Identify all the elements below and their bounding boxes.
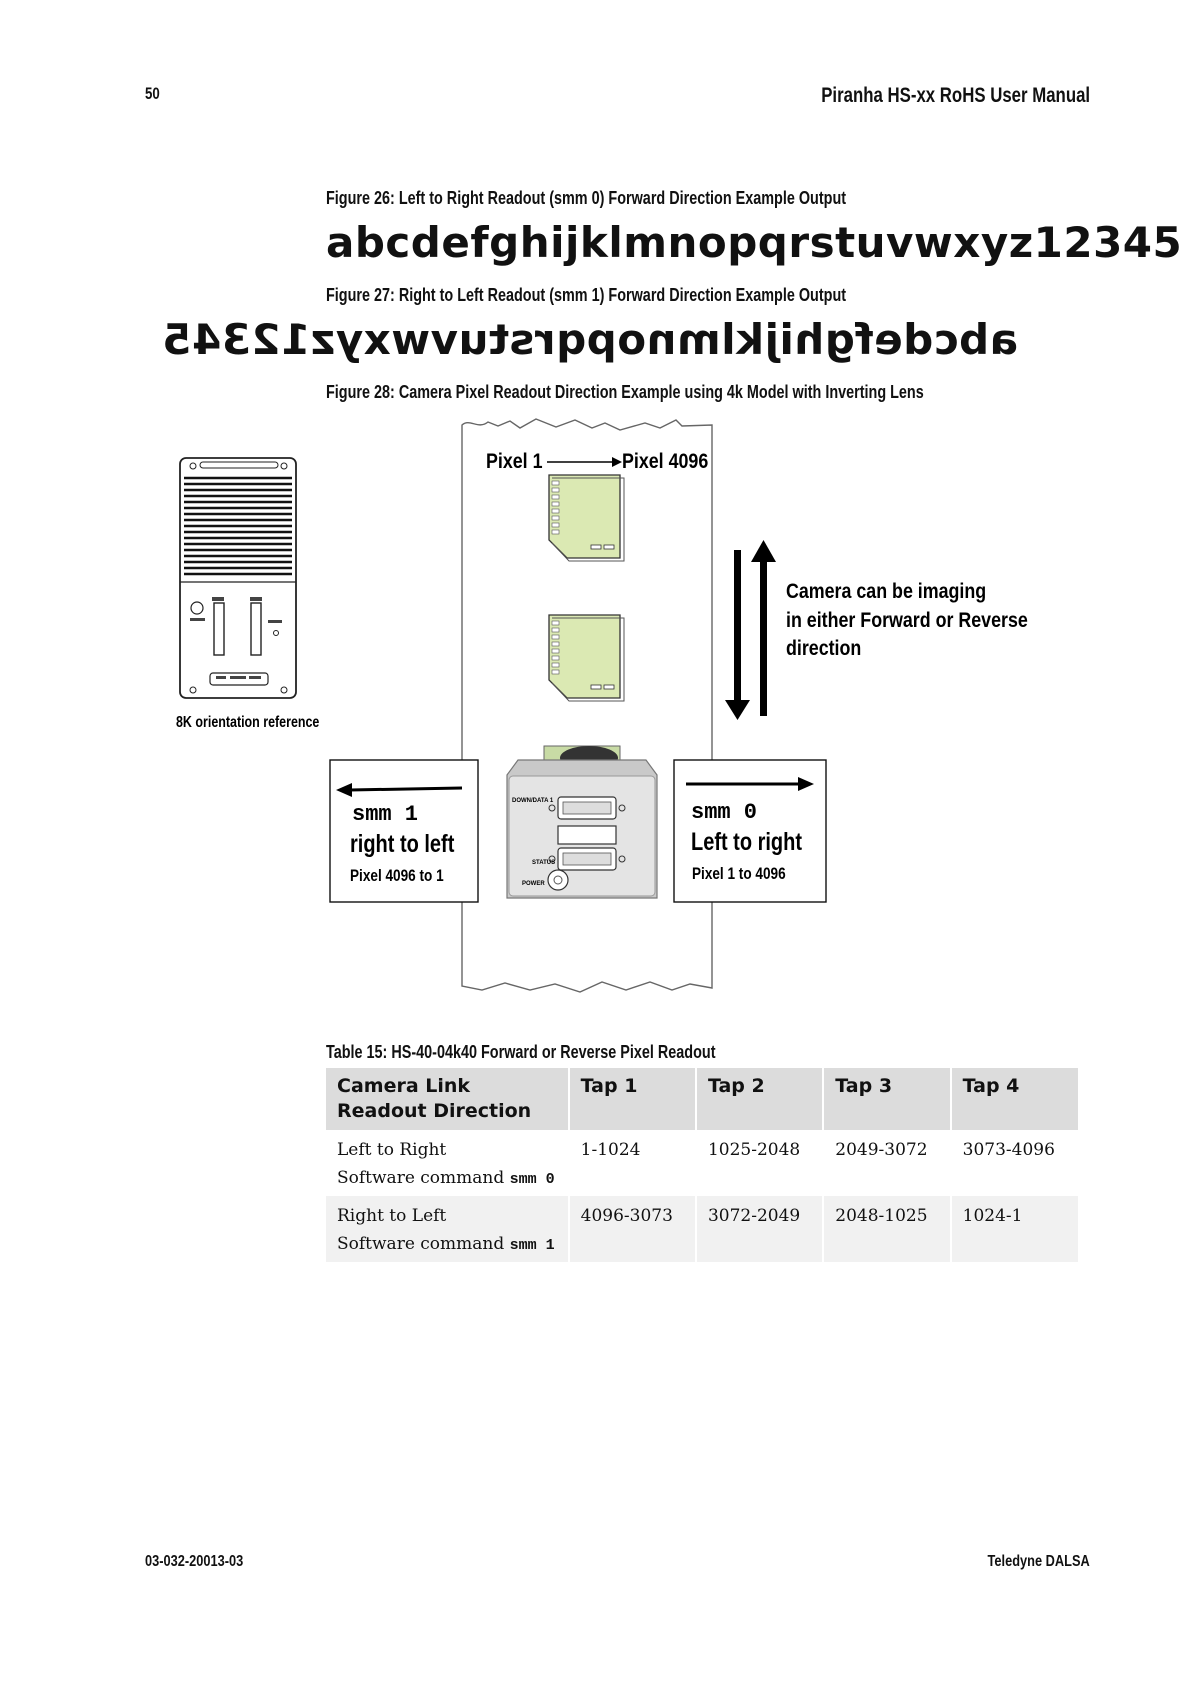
sensor-card-middle	[549, 615, 624, 701]
tap-2-range: 1025-2048	[696, 1130, 823, 1196]
row-command-line	[337, 1230, 557, 1260]
readout-table	[326, 1068, 1078, 1262]
figure-27-mirrored-sample-text: abcdefghijklmnopqrstuvwxyz12345	[161, 315, 1018, 364]
tap-4-range: 1024-1	[951, 1196, 1078, 1262]
vertical-direction-arrows	[725, 540, 776, 720]
camera-4k-body	[507, 746, 657, 898]
row-direction-cell	[326, 1196, 569, 1262]
tap-3-range: 2049-3072	[823, 1130, 950, 1196]
row-direction: Right to Left	[337, 1206, 447, 1226]
smm0-direction: Left to right	[691, 827, 803, 856]
row-command: smm 1	[509, 1237, 555, 1254]
imaging-note-line-3: direction	[786, 636, 862, 661]
figure-27-caption: Figure 27: Right to Left Readout (smm 1) Forward Direction Example Output	[326, 285, 847, 305]
tap-3-range: 2048-1025	[823, 1196, 950, 1262]
tap-1-range: 4096-3073	[569, 1196, 696, 1262]
table-row	[326, 1130, 1078, 1196]
smm0-command: smm 0	[691, 800, 758, 825]
tap-4-range: 3073-4096	[962, 1140, 1055, 1160]
footer-doc-number: 03-032-20013-03	[145, 1553, 244, 1570]
header-tap-3: Tap 3	[823, 1068, 950, 1130]
row-command-prefix: Software command	[337, 1168, 505, 1188]
running-title: Piranha HS-xx RoHS User Manual	[821, 84, 1090, 107]
row-command-prefix: Software command	[337, 1234, 505, 1254]
sensor-card-top	[549, 475, 624, 561]
smm1-direction-box	[330, 760, 478, 902]
table-header-row	[326, 1068, 1078, 1130]
figure-28-caption: Figure 28: Camera Pixel Readout Direction Example using 4k Model with Inverting Lens	[326, 382, 924, 402]
pixel-4096-label: Pixel 4096	[622, 449, 709, 474]
tap-2-range: 3072-2049	[696, 1196, 823, 1262]
reference-caption: 8K orientation reference	[175, 713, 320, 732]
smm0-direction-box	[674, 760, 826, 902]
camera-power-label: POWER	[522, 881, 545, 887]
tap-1-range: 1-1024	[569, 1130, 696, 1196]
smm1-direction: right to left	[350, 829, 455, 858]
camera-status-label: STATUS	[532, 860, 556, 866]
row-command: smm 0	[509, 1171, 555, 1188]
header-tap-4: Tap 4	[951, 1068, 1078, 1130]
camera-data-label: DOWN/DATA 1	[512, 798, 554, 804]
row-command-line	[337, 1164, 557, 1194]
figure-26-sample-text: abcdefghijklmnopqrstuvwxyz12345	[326, 218, 1183, 267]
figure-26-caption: Figure 26: Left to Right Readout (smm 0) Forward Direction Example Output	[326, 188, 847, 208]
smm1-range: Pixel 4096 to 1	[350, 866, 444, 886]
arrow-up	[751, 540, 776, 562]
table-15-caption: Table 15: HS-40-04k40 Forward or Reverse Pixel Readout	[326, 1042, 716, 1062]
pixel-1-label: Pixel 1	[486, 449, 543, 474]
imaging-note-line-2: in either Forward or Reverse	[786, 608, 1028, 633]
arrow-down	[725, 700, 750, 720]
header-tap-1: Tap 1	[569, 1068, 696, 1130]
row-direction-cell	[326, 1130, 569, 1196]
table-row	[326, 1196, 1078, 1262]
smm1-command: smm 1	[352, 802, 419, 827]
imaging-note-line-1: Camera can be imaging	[786, 579, 987, 604]
smm0-range: Pixel 1 to 4096	[692, 864, 786, 884]
header-tap-2: Tap 2	[696, 1068, 823, 1130]
readout-direction-diagram	[150, 410, 1028, 1010]
footer-company: Teledyne DALSA	[987, 1553, 1090, 1570]
header-direction: Camera Link Readout Direction	[326, 1068, 569, 1130]
camera-8k-reference	[180, 458, 296, 698]
row-direction: Left to Right	[337, 1140, 447, 1160]
page-number: 50	[145, 84, 160, 103]
